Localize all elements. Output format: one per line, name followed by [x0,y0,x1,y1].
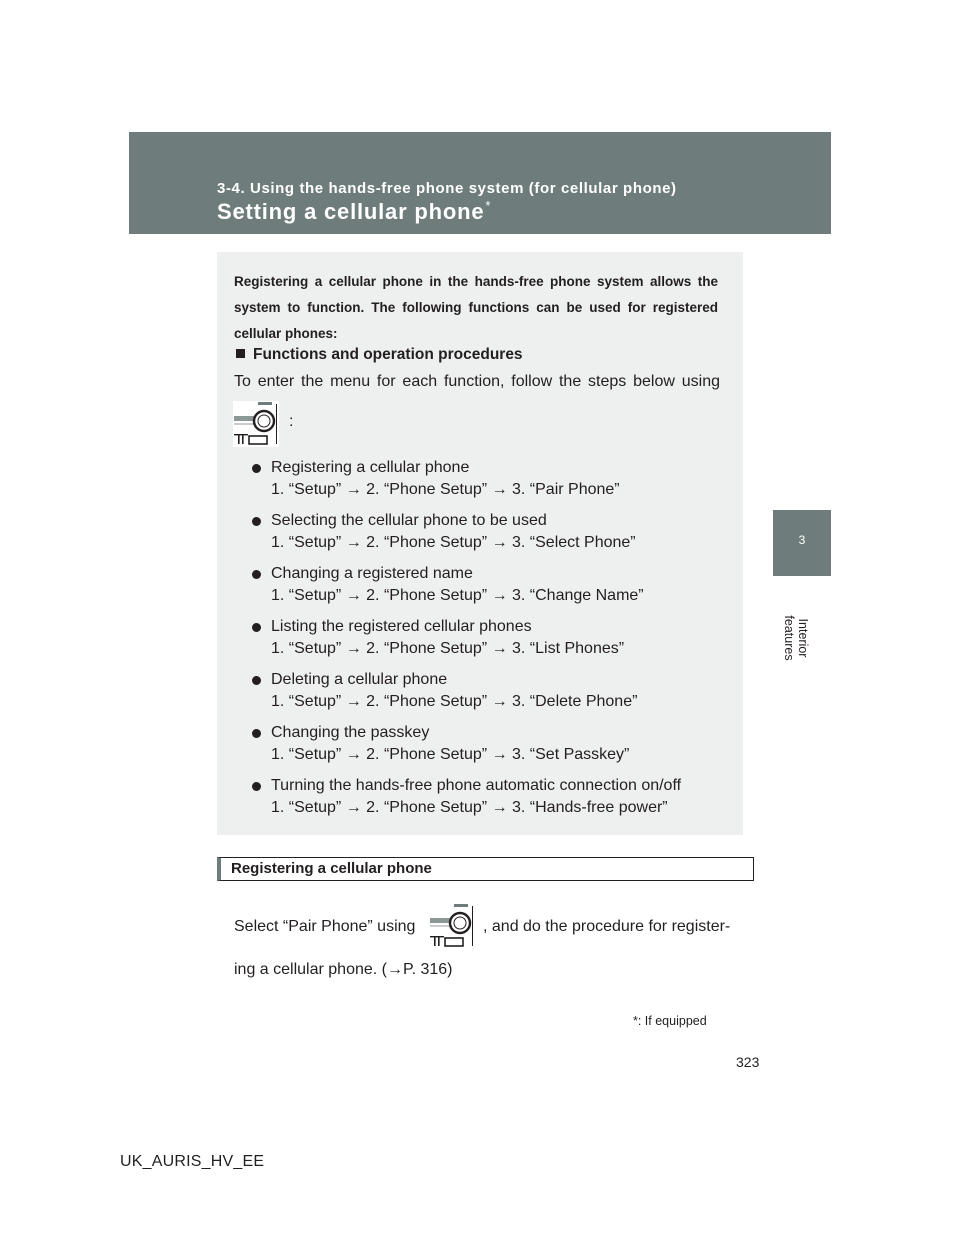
function-steps: 1. “Setup” → 2. “Phone Setup” → 3. “Set Passkey” [271,746,630,763]
lead-text: To enter the menu for each function, follow the steps below using [234,373,720,390]
tune-knob-icon [232,400,280,448]
function-steps: 1. “Setup” → 2. “Phone Setup” → 3. “Pair Phone” [271,481,620,498]
registering-text-start: Select “Pair Phone” using [234,918,416,935]
bullet-dot-icon [252,676,261,685]
bullet-dot-icon [252,570,261,579]
intro-text: Registering a cellular phone in the hands-free phone system allows the system to function. The following functions can be used for registered cellular phones: [234,274,718,341]
function-title: Listing the registered cellular phones [271,618,532,635]
function-steps: 1. “Setup” → 2. “Phone Setup” → 3. “Delete Phone” [271,693,638,710]
function-steps: 1. “Setup” → 2. “Phone Setup” → 3. “Change Name” [271,587,644,604]
function-title: Changing the passkey [271,724,430,741]
chapter-tab [773,510,831,576]
function-title: Changing a registered name [271,565,473,582]
sub-heading-text: Functions and operation procedures [253,346,523,363]
footnote: *: If equipped [633,1014,707,1028]
page-title-text: Setting a cellular phone [217,199,485,224]
tune-knob-icon [428,902,476,950]
registering-heading: Registering a cellular phone [217,857,754,881]
document-code: UK_AURIS_HV_EE [120,1153,265,1170]
bullet-dot-icon [252,464,261,473]
function-steps: 1. “Setup” → 2. “Phone Setup” → 3. “Select Phone” [271,534,636,551]
page-title [217,198,491,225]
square-bullet-icon [236,349,245,358]
bullet-dot-icon [252,782,261,791]
function-title: Registering a cellular phone [271,459,470,476]
function-steps: 1. “Setup” → 2. “Phone Setup” → 3. “List Phones” [271,640,625,657]
title-footnote-mark: * [485,198,492,213]
chapter-number: 3 [798,533,806,547]
function-steps: 1. “Setup” → 2. “Phone Setup” → 3. “Hands-free power” [271,799,668,816]
chapter-label: Interior features [782,615,810,661]
function-title: Deleting a cellular phone [271,671,448,688]
function-title: Selecting the cellular phone to be used [271,512,547,529]
function-title: Turning the hands-free phone automatic connection on/off [271,777,682,794]
bullet-dot-icon [252,517,261,526]
sub-heading [236,346,523,364]
colon: : [289,413,294,430]
bullet-dot-icon [252,623,261,632]
registering-text-line2: ing a cellular phone. (→P. 316) [234,961,453,978]
registering-text-end: , and do the procedure for register- [483,918,731,935]
page-number: 323 [736,1054,760,1070]
section-label: 3-4. Using the hands-free phone system (for cellular phone) [217,180,677,197]
bullet-dot-icon [252,729,261,738]
